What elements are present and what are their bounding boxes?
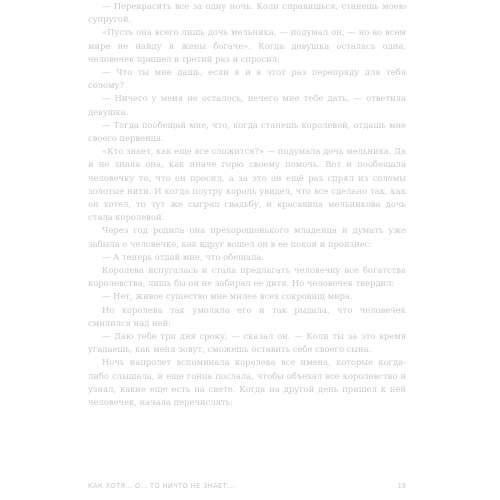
paragraph: Королева испугалась и стала предлагать человечку все богатства королевства, лишь бы он не забирал ее дитя. Но человечек твердил: [88, 265, 406, 289]
paragraph: — Тогда пообещай мне, что, когда станешь королевой, отдашь мне своего первенца. [88, 119, 406, 144]
paragraph: Но королева так умоляла его и так рыдала, что человечек смилился над ней: [88, 304, 406, 328]
paragraph: — Что ты мне дашь, если я и в этот раз перепряду для тебя солому? [88, 67, 406, 91]
body-text [88, 0, 406, 409]
page-number: 19 [397, 482, 406, 490]
paragraph: Ночь напролет вспоминала королева все имена, которые когда-либо слышала, и еще гонца послала, чтобы объехал все королевство и узнал, какие еще есть на свете. Когда на другой день пришел к ней человечек, начала перечислять: [88, 357, 406, 408]
paragraph: «Пусть она всего лишь дочь мельника, — подумал он, — но во всем мире не найду я жены богаче». Когда девушка осталась одна, человечек пришел в третий раз и спросил: [88, 27, 406, 64]
paragraph: — Даю тебе три дня сроку, — сказал он. — Коли ты за это время угадаешь, как меня зовут, сможешь оставить себе своего сына. [88, 331, 406, 355]
paragraph: — Нет, живое существо мне милее всех сокровищ мира. [102, 291, 353, 302]
paragraph: «Кто знает, как еще все сложится?» — подумала дочь мельника. Да и не знала она, как иначе горю своему помочь. Вот и пообещала человечку то, что он просил, а за это он ещё раз спрял из соломы золотые нити. И когда поутру король увидел, что все сделано так, как он хотел, то тут же сыграл свадьбу, и красавица мельникова дочь стала королевой. [88, 146, 406, 223]
page-footer [88, 480, 406, 492]
paragraph: — Ничего у меня не осталось, нечего мне тебе дать, — ответила девушка. [88, 93, 406, 117]
paragraph: — А теперь отдай мне, что обещала. [102, 251, 264, 262]
paragraph: — Перекрасить все за одну ночь. Коли справишься, станешь моею супругой. [88, 1, 406, 25]
paragraph: Через год родила она прехорошенького младенца и думать уже забыла о человечке, как вдруг вошел он в ее покои и произнес: [88, 225, 406, 249]
running-head: КАК ХОТЯ… О… ТО НИЧТО НЕ ЗНАЕТ... [88, 482, 235, 490]
